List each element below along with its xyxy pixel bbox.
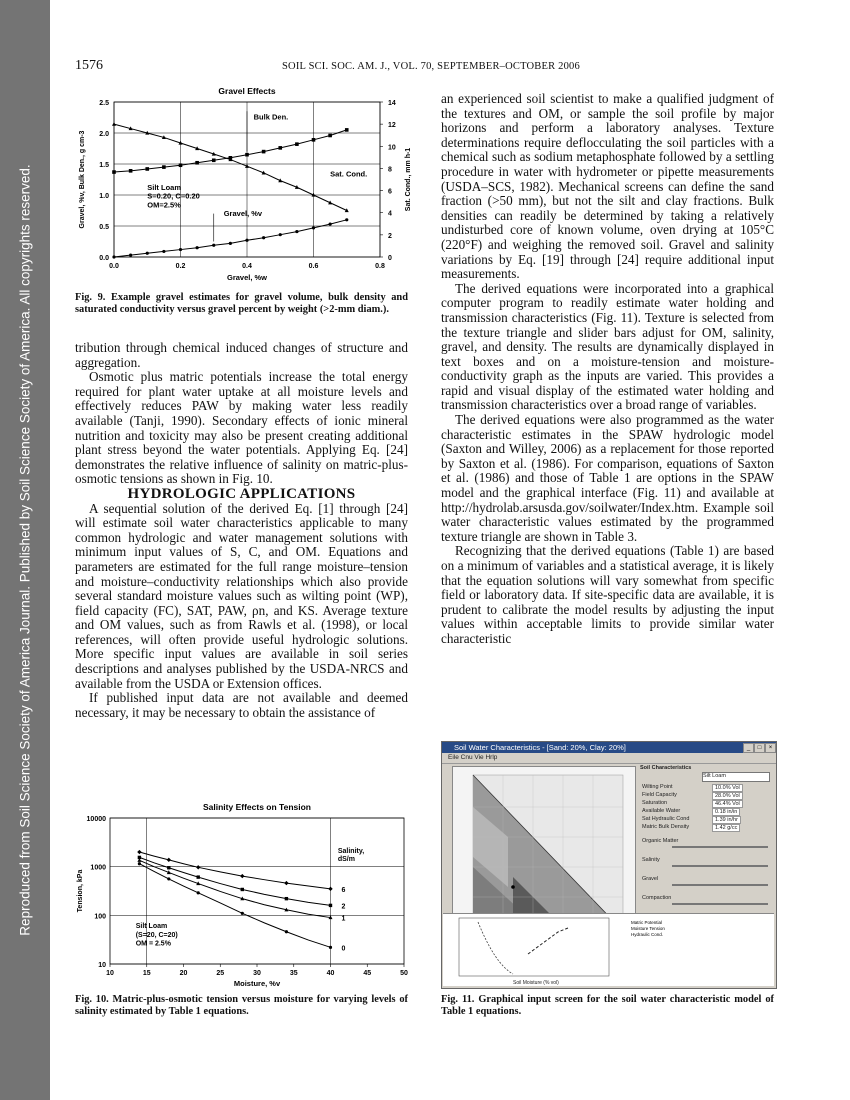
fig10-caption-text: Matric-plus-osmotic tension versus moisture for varying levels of salinity estimated by Table 1 equations.	[75, 994, 408, 1018]
y-axis-label: Tension, kPa	[77, 869, 84, 913]
data-point	[262, 236, 265, 239]
value-label: Matric Bulk Density	[642, 824, 690, 830]
series-line	[114, 220, 347, 257]
x-tick-label: 40	[326, 970, 335, 977]
y2-tick-label: 12	[388, 122, 396, 130]
annotation: Salinity,	[337, 848, 365, 856]
paragraph: If published input data are not available and deemed necessary, it may be necessary to obtain the assistance of	[75, 690, 408, 720]
value-label: Wilting Point	[642, 784, 673, 790]
fig11-caption	[441, 994, 774, 1019]
data-point	[312, 138, 316, 142]
right-column	[441, 92, 774, 647]
data-point	[167, 877, 170, 880]
series-label: 6	[341, 886, 346, 894]
paragraph: The derived equations were also programmed as the water characteristic estimates in the SPAW hydrologic model (Saxton and Willey, 2006) as a replacement for those reported by Saxton et al. (1986). For comparison, equations of Saxton et al. (1986) and those of Table 1 are options in the SPAW model and the graphical interface (Fig. 11) and available at http://hydrolab.arsusda.gov/soilwater/Index.htm. Example soil water characteristic values estimated by the programmed texture triangle are shown in Table 3.	[441, 412, 774, 544]
data-point	[262, 150, 266, 154]
value-label: Available Water	[642, 808, 681, 814]
paragraph: an experienced soil scientist to make a qualified judgment of the textures and OM, or sample the soil profile by major horizons and perform a laboratory analyses. Texture determinations require deflocculating the soil particles with a chemical such as sodium metaphosphate followed by a settling procedure in water with hydrometer or pipette measurements (USDA–SCS, 1982). Mechanical screens can define the sand fraction (>50 mm), but not the silt and clay fractions. Bulk densities can readily be determined by taking a relatively undisturbed core of known volume, oven drying at 105°C (220°F) and weighing the removed soil. Gravel and salinity variations by Eq. [19] through [24] require additional input measurements.	[441, 91, 774, 282]
copyright-notice: Reproduced from Soil Science Society of America Journal. Published by Soil Science Society of America. All copyrights reserved.	[17, 164, 33, 936]
data-point	[145, 167, 149, 171]
y2-tick-label: 0	[388, 255, 392, 262]
fig11-screenshot	[441, 741, 777, 989]
y-tick-label: 0.0	[99, 255, 109, 262]
fig9-caption	[75, 292, 408, 317]
fig10-chart	[72, 800, 417, 992]
annotation: (S=20, C=20)	[135, 931, 178, 939]
paragraph: The derived equations were incorporated into a graphical computer program to readily estimate water holding and transmission characteristics (Fig. 11). Texture is selected from the texture triangle and slider bars adjust for OM, salinity, gravel, and density. The results are dynamically displayed in text boxes and on a moisture-tension and moisture-conductivity graph as the inputs are varied. This provides a rapid and visual display of the estimated water holding and transmission characteristics over a broad range of variables.	[441, 280, 774, 413]
data-point	[241, 912, 244, 915]
x-tick-label: 0.0	[109, 263, 119, 270]
fig10-caption	[75, 994, 408, 1019]
paragraph: Osmotic plus matric potentials increase the total energy required for plant water uptake at all moisture levels and effectively reduces PAW by making water less readily available (Tanji, 1990). Secondary effects of ionic mineral nutrition and toxicity may also be present creating additional plant stress beyond the water potentials. Applying Eq. [24] demonstrates the relative influence of salinity on matric-plus-osmotic tensions as shown in Fig. 10.	[75, 369, 408, 487]
data-point	[312, 226, 315, 229]
annotation: OM = 2.5%	[135, 940, 171, 948]
soil-panel-title: Soil Characteristics	[640, 765, 692, 771]
annotation: dS/m	[337, 856, 355, 864]
y2-tick-label: 10	[388, 144, 396, 152]
annotation: OM=2.5%	[147, 200, 181, 210]
data-point	[146, 252, 149, 255]
x-tick-label: 30	[253, 970, 261, 977]
y2-tick-label: 14	[388, 100, 396, 107]
slider-label: Compaction	[642, 895, 672, 901]
data-point	[284, 881, 288, 885]
value-label: Field Capacity	[642, 792, 677, 798]
data-point	[112, 122, 116, 126]
y-tick-label: 0.5	[99, 224, 109, 231]
y-tick-label: 2.5	[99, 100, 109, 107]
annotation: Gravel, %v	[223, 209, 263, 219]
slider-track[interactable]	[672, 846, 768, 848]
data-point	[229, 242, 232, 245]
window-title: Soil Water Characteristics - [Sand: 20%, Clay: 20%]	[454, 743, 626, 752]
value-field: 1.39 in/hr	[712, 816, 741, 824]
fig11-caption-label: Fig. 11.	[441, 994, 475, 1005]
x-tick-label: 25	[216, 970, 225, 977]
data-point	[285, 930, 288, 933]
value-field: 28.0% Vol	[712, 792, 743, 800]
graph-legend	[631, 920, 665, 937]
data-point	[129, 169, 133, 173]
slider-track[interactable]	[672, 865, 768, 867]
data-point	[329, 904, 332, 907]
x-axis-label: Moisture, %v	[233, 979, 281, 988]
maximize-icon[interactable]: □	[754, 743, 765, 753]
series-line	[139, 857, 330, 905]
series-label: 2	[341, 903, 346, 911]
series-label: 1	[341, 915, 346, 923]
annotation: Silt Loam	[135, 922, 168, 930]
x-tick-label: 0.2	[175, 263, 186, 270]
value-field: 0.18 in/in	[712, 808, 740, 816]
data-point	[345, 218, 348, 221]
data-point	[345, 128, 349, 132]
x-tick-label: 10	[106, 970, 114, 977]
fig10-caption-label: Fig. 10.	[75, 994, 109, 1005]
x-tick-label: 35	[289, 970, 298, 977]
data-point	[179, 248, 182, 251]
y-tick-label: 10	[98, 962, 106, 969]
slider-track[interactable]	[672, 884, 768, 886]
y-tick-label: 2.0	[99, 131, 109, 138]
data-point	[285, 897, 288, 900]
fig9-caption-text: Example gravel estimates for gravel volume, bulk density and saturated conductivity versus gravel percent by weight (>2-mm diam.).	[75, 292, 408, 316]
annotation: Silt Loam	[147, 183, 182, 193]
copyright-sidebar	[0, 0, 50, 1100]
data-point	[295, 142, 299, 146]
minimize-icon[interactable]: _	[743, 743, 754, 753]
menu-bar[interactable]: Eile Cnu Vie Hrlp	[442, 753, 776, 764]
data-point	[195, 161, 199, 165]
y2-axis-label: Sat. Cond., mm h-1	[405, 147, 412, 212]
data-point	[240, 874, 244, 878]
x-tick-label: 50	[400, 970, 408, 977]
fig9-chart	[72, 84, 422, 294]
graph-xlabel: Soil Moisture (% vol)	[513, 980, 559, 986]
y-tick-label: 100	[94, 913, 106, 921]
annotation: Sat. Cond.	[330, 169, 368, 179]
data-point	[112, 255, 115, 258]
y2-tick-label: 2	[388, 232, 392, 240]
chart-title: Gravel Effects	[218, 86, 276, 96]
data-point	[328, 887, 332, 891]
data-point	[138, 862, 141, 865]
texture-class-select[interactable]: Silt Loam	[702, 772, 770, 782]
value-field: 1.42 g/cc	[712, 824, 740, 832]
fig9-caption-label: Fig. 9.	[75, 292, 106, 303]
slider-label: Gravel	[642, 876, 659, 882]
running-head: SOIL SCI. SOC. AM. J., VOL. 70, SEPTEMBER–OCTOBER 2006	[282, 61, 580, 72]
data-point	[278, 146, 282, 150]
y-tick-label: 1.5	[99, 162, 109, 169]
data-point	[137, 850, 141, 854]
annotation: S=0.20, C=0.20	[147, 191, 200, 201]
data-point	[245, 239, 248, 242]
data-point	[112, 170, 116, 174]
slider-track[interactable]	[672, 903, 768, 905]
annotation: Bulk Den.	[253, 112, 289, 122]
chart-title: Salinity Effects on Tension	[203, 802, 311, 812]
y2-tick-label: 8	[388, 166, 392, 174]
left-column-top	[75, 341, 408, 720]
x-tick-label: 15	[142, 970, 151, 977]
data-point	[241, 888, 244, 891]
data-point	[328, 134, 332, 138]
legend-entry: Moisture Tension	[631, 926, 665, 931]
x-tick-label: 20	[179, 970, 188, 977]
slider-label: Salinity	[642, 857, 660, 863]
value-field: 46.4% Vol	[712, 800, 743, 808]
paragraph: tribution through chemical induced changes of structure and aggregation.	[75, 340, 408, 370]
page-number: 1576	[75, 58, 103, 73]
data-point	[295, 230, 298, 233]
data-point	[162, 250, 165, 253]
x-tick-label: 0.4	[242, 263, 252, 270]
data-point	[279, 233, 282, 236]
data-point	[212, 158, 216, 162]
series-line	[114, 130, 347, 172]
y-axis-label: Gravel, %v, Bulk Den., g cm-3	[79, 130, 86, 229]
data-point	[167, 866, 170, 869]
x-tick-label: 0.6	[308, 263, 319, 270]
series-line	[139, 852, 330, 889]
paragraph: A sequential solution of the derived Eq. [1] through [24] will estimate soil water characteristics applicable to many common hydrologic and water management solutions with minimum input values of S, C, and OM. Equations and parameters are estimated for the full range moisture–tension and moisture–conductivity relationships which also provide several standard moisture values such as wilting point (WP), field capacity (FC), SAT, PAW, ρn, and KS. Average texture and OM values, such as from Rawls et al. (1998), or local references, will often provide useful hydrologic solutions. More specific input values are available in soil series descriptions and analyses published by the USDA-NRCS and available from the USDA or Extension offices.	[75, 500, 408, 691]
data-point	[197, 875, 200, 878]
series-label: 0	[341, 945, 346, 953]
value-label: Saturation	[642, 800, 668, 806]
moisture-graph	[443, 913, 774, 986]
y2-tick-label: 6	[388, 188, 392, 196]
y-tick-label: 1.0	[99, 193, 109, 200]
value-label: Sat Hydraulic Cond	[642, 816, 690, 822]
data-point	[129, 254, 132, 257]
data-point	[167, 858, 171, 862]
close-icon[interactable]: ×	[765, 743, 776, 753]
legend-entry: Matric Potential	[631, 920, 663, 925]
section-heading: HYDROLOGIC APPLICATIONS	[127, 485, 356, 502]
y-tick-label: 1000	[90, 864, 106, 872]
x-axis-label: Gravel, %w	[226, 273, 268, 282]
window-title-bar	[442, 742, 776, 753]
data-point	[212, 244, 215, 247]
x-tick-label: 0.8	[375, 263, 385, 270]
x-tick-label: 45	[363, 970, 372, 977]
data-point	[329, 946, 332, 949]
data-point	[196, 865, 200, 869]
legend-entry: Hydraulic Cond.	[631, 932, 664, 937]
fig11-caption-text: Graphical input screen for the soil water characteristic model of Table 1 equations.	[441, 994, 774, 1018]
value-field: 10.0% Vol	[712, 784, 743, 792]
y-tick-label: 10000	[86, 816, 106, 823]
data-point	[197, 891, 200, 894]
paragraph: Recognizing that the derived equations (Table 1) are based on a minimum of variables and a statistical average, it is likely that the equation solutions will vary somewhat from specific field or laboratory data. If site-specific data are available, it is prudent to calibrate the model results by adjusting the input values within acceptable limits to provide similar water characteristic	[441, 543, 774, 646]
data-point	[196, 246, 199, 249]
data-point	[329, 223, 332, 226]
data-point	[162, 165, 166, 169]
data-point	[245, 153, 249, 157]
y2-tick-label: 4	[388, 210, 392, 218]
slider-label: Organic Matter	[642, 838, 679, 844]
data-point	[179, 163, 183, 167]
